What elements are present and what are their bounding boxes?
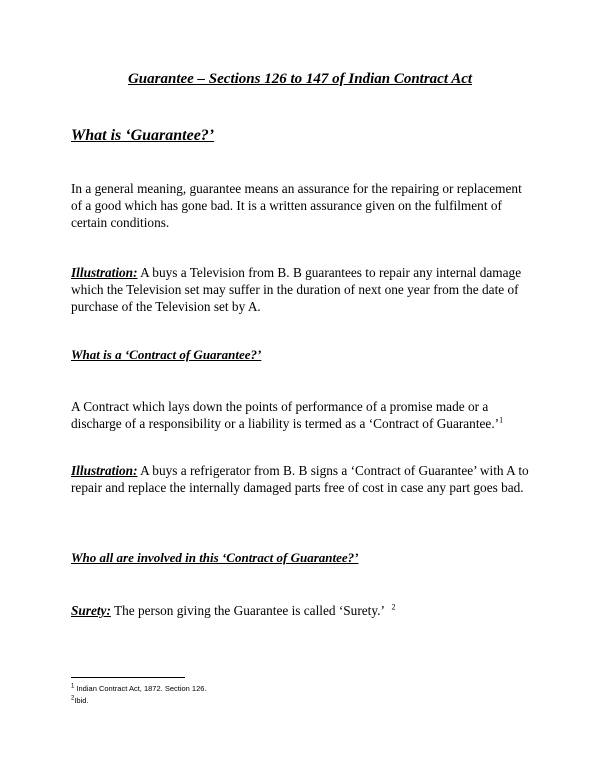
heading-what-is-guarantee: What is ‘Guarantee?’ [71,127,215,144]
contract-definition-text: A Contract which lays down the points of performance of a promise made or a discharge of a responsibility or a liability is termed as a ‘Contract of Guarantee.’ [71,399,500,431]
footnote-ref-1: 1 [499,415,504,425]
footnote-ref-2: 2 [391,602,396,612]
footnote-divider [71,677,185,678]
illustration-1-paragraph [71,264,531,315]
footnote-1-text: Indian Contract Act, 1872. Section 126. [74,684,207,693]
footnote-1 [71,684,207,694]
document-title: Guarantee – Sections 126 to 147 of Indian Contract Act [127,71,473,87]
illustration-2-text: A buys a refrigerator from B. B signs a ‘Contract of Guarantee’ with A to repair and replace the internally damaged parts free of cost in case any part goes bad. [71,463,529,495]
surety-label: Surety: [71,603,111,618]
footnote-2-text: Ibid. [74,696,89,705]
heading-contract-of-guarantee: What is a ‘Contract of Guarantee?’ [71,347,262,362]
illustration-2-paragraph [71,462,531,496]
footnote-2-number: 2 [71,695,75,702]
illustration-1-text: A buys a Television from B. B guarantees to repair any internal damage which the Television set may suffer in the duration of next one year from the date of purchase of the Television set by A. [71,265,522,314]
footnote-2 [71,696,89,706]
contract-definition-paragraph [71,398,531,432]
guarantee-definition-paragraph: In a general meaning, guarantee means an assurance for the repairing or replacement of a good which has gone bad. It is a written assurance given on the fulfilment of certain conditions. [71,181,522,230]
heading-who-is-involved: Who all are involved in this ‘Contract of Guarantee?’ [71,550,359,565]
surety-text: The person giving the Guarantee is called ‘Surety.’ [110,603,385,618]
illustration-2-label: Illustration: [71,463,138,478]
illustration-1-label: Illustration: [71,265,138,280]
surety-paragraph [71,602,531,619]
footnote-1-number: 1 [71,683,75,690]
